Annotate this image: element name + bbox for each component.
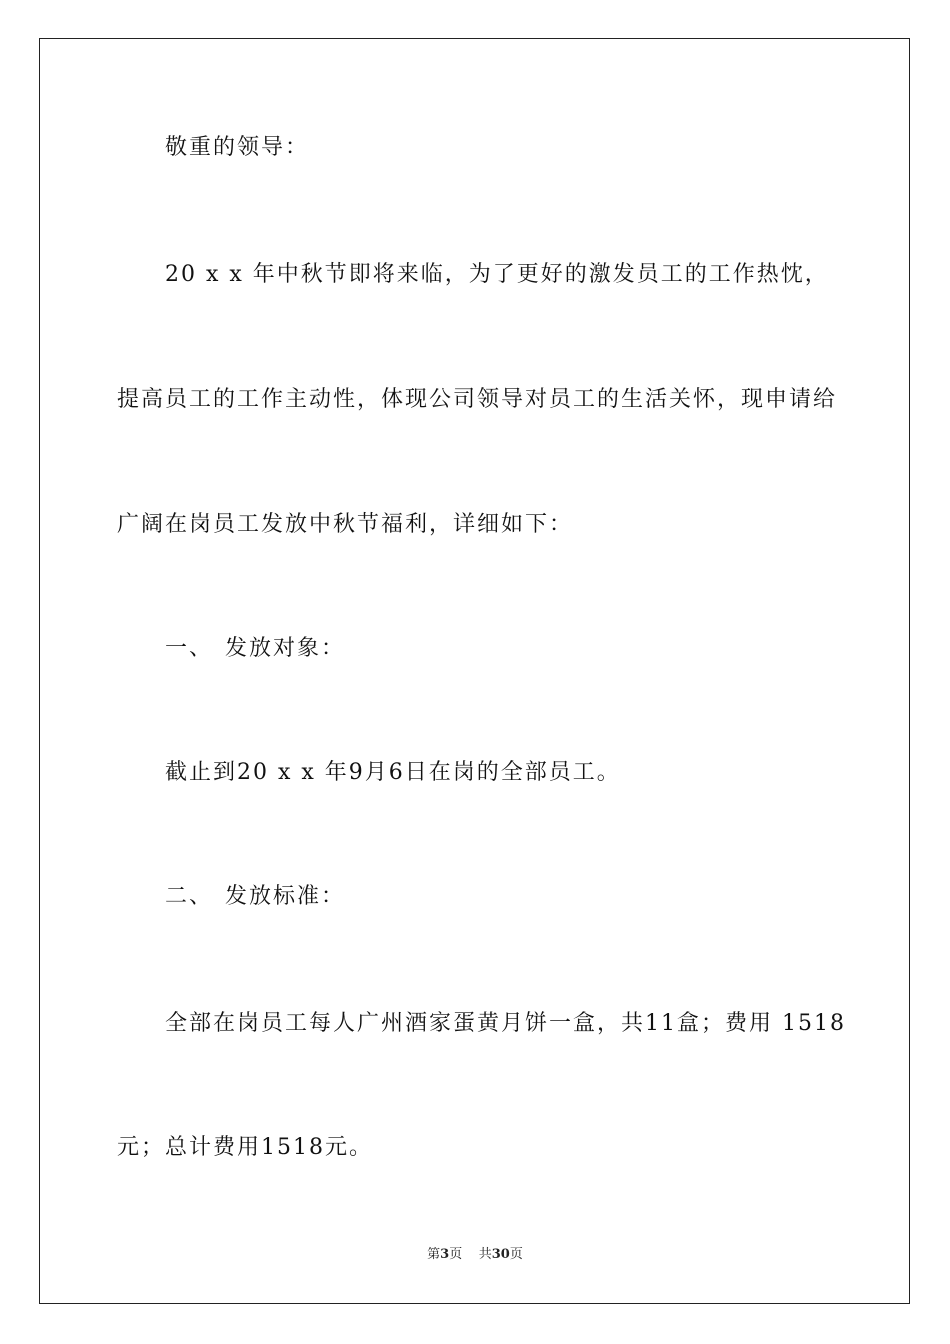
section-body: 全部在岗员工每人广州酒家蛋黄月饼一盒，共11盒；费用 1518 — [165, 1011, 846, 1036]
section-body: 元；总计费用1518元。 — [117, 1135, 373, 1160]
salutation: 敬重的领导： — [165, 135, 310, 160]
section-body: 截止到20 x x 年9月6日在岗的全部员工。 — [165, 760, 621, 785]
page-prefix: 第 — [427, 1247, 441, 1262]
section-heading-1 — [165, 634, 345, 664]
section-number: 一、 — [165, 636, 214, 661]
section-heading-2 — [165, 882, 345, 912]
total-prefix: 共 — [478, 1247, 492, 1262]
paragraph-line: 20 x x 年中秋节即将来临，为了更好的激发员工的工作热忱， — [165, 262, 829, 287]
page-footer — [0, 1246, 950, 1264]
page-number: 3 — [440, 1247, 450, 1262]
section-title: 发放对象： — [225, 636, 346, 661]
section-title: 发放标准： — [225, 884, 346, 909]
section-number: 二、 — [165, 884, 214, 909]
page-border — [39, 38, 910, 1304]
paragraph-line: 提高员工的工作主动性，体现公司领导对员工的生活关怀，现申请给 — [117, 387, 838, 412]
page-suffix: 页 — [449, 1247, 463, 1262]
paragraph-line: 广阔在岗员工发放中秋节福利，详细如下： — [117, 512, 574, 537]
total-pages: 30 — [491, 1247, 510, 1262]
total-suffix: 页 — [509, 1247, 523, 1262]
